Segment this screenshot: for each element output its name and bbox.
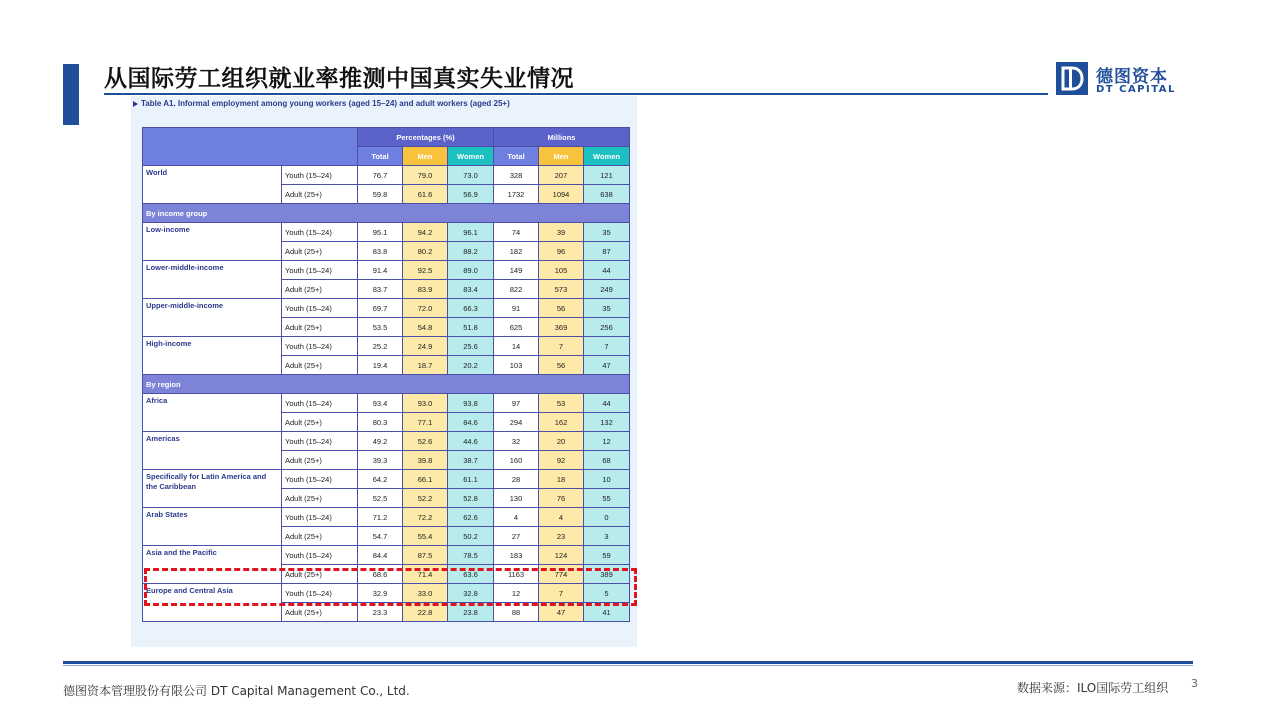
age-group-label: Youth (15–24) [282,166,358,185]
title-underline [104,93,1048,95]
value-cell: 32 [494,432,539,451]
value-cell: 105 [539,261,584,280]
table-body [143,166,630,622]
value-cell: 1732 [494,185,539,204]
value-cell: 1163 [494,565,539,584]
value-cell: 3 [584,527,630,546]
value-cell: 91 [494,299,539,318]
value-cell: 18.7 [403,356,448,375]
value-cell: 52.8 [448,489,494,508]
company-logo [1056,62,1186,96]
value-cell: 27 [494,527,539,546]
value-cell: 56 [539,299,584,318]
col-header-total: Total [494,147,539,166]
page-number: 3 [1191,677,1198,690]
value-cell: 14 [494,337,539,356]
logo-name-en: DT CAPITAL [1096,84,1176,95]
value-cell: 20 [539,432,584,451]
table-caption-text: Table A1. Informal employment among young workers (aged 15–24) and adult workers (aged 25+) [141,99,510,108]
value-cell: 328 [494,166,539,185]
value-cell: 87 [584,242,630,261]
value-cell: 84.4 [358,546,403,565]
value-cell: 25.6 [448,337,494,356]
age-group-label: Adult (25+) [282,451,358,470]
value-cell: 66.1 [403,470,448,489]
entity-name: Americas [143,432,282,470]
value-cell: 625 [494,318,539,337]
value-cell: 12 [584,432,630,451]
value-cell: 51.8 [448,318,494,337]
entity-name: Asia and the Pacific [143,546,282,584]
value-cell: 28 [494,470,539,489]
value-cell: 774 [539,565,584,584]
value-cell: 38.7 [448,451,494,470]
entity-name: World [143,166,282,204]
logo-mark-icon [1056,62,1088,95]
value-cell: 72.0 [403,299,448,318]
value-cell: 88 [494,603,539,622]
value-cell: 23.8 [448,603,494,622]
value-cell: 96 [539,242,584,261]
value-cell: 52.5 [358,489,403,508]
age-group-label: Adult (25+) [282,356,358,375]
table-row [143,223,630,242]
logo-name-cn: 德图资本 [1096,67,1168,87]
table-row [143,299,630,318]
value-cell: 160 [494,451,539,470]
group-label: By region [143,375,630,394]
value-cell: 56 [539,356,584,375]
value-cell: 20.2 [448,356,494,375]
value-cell: 95.1 [358,223,403,242]
value-cell: 80.2 [403,242,448,261]
age-group-label: Youth (15–24) [282,261,358,280]
value-cell: 66.3 [448,299,494,318]
value-cell: 44 [584,394,630,413]
age-group-label: Youth (15–24) [282,223,358,242]
entity-name: Low-income [143,223,282,261]
entity-name: Africa [143,394,282,432]
value-cell: 7 [539,337,584,356]
col-header-men: Men [403,147,448,166]
value-cell: 84.6 [448,413,494,432]
value-cell: 1094 [539,185,584,204]
age-group-label: Youth (15–24) [282,546,358,565]
age-group-label: Adult (25+) [282,280,358,299]
value-cell: 73.0 [448,166,494,185]
value-cell: 41 [584,603,630,622]
value-cell: 0 [584,508,630,527]
value-cell: 121 [584,166,630,185]
age-group-label: Adult (25+) [282,318,358,337]
age-group-label: Youth (15–24) [282,299,358,318]
age-group-label: Adult (25+) [282,242,358,261]
value-cell: 132 [584,413,630,432]
value-cell: 76.7 [358,166,403,185]
group-header-percentages: Percentages (%) [358,128,494,147]
value-cell: 389 [584,565,630,584]
value-cell: 18 [539,470,584,489]
value-cell: 19.4 [358,356,403,375]
value-cell: 79.0 [403,166,448,185]
value-cell: 64.2 [358,470,403,489]
value-cell: 369 [539,318,584,337]
age-group-label: Youth (15–24) [282,508,358,527]
age-group-label: Adult (25+) [282,565,358,584]
value-cell: 7 [584,337,630,356]
value-cell: 63.6 [448,565,494,584]
value-cell: 23.3 [358,603,403,622]
value-cell: 35 [584,299,630,318]
age-group-label: Youth (15–24) [282,584,358,603]
entity-name: High-income [143,337,282,375]
value-cell: 4 [539,508,584,527]
informal-employment-table [142,127,630,622]
value-cell: 80.3 [358,413,403,432]
age-group-label: Adult (25+) [282,603,358,622]
value-cell: 54.8 [403,318,448,337]
value-cell: 53 [539,394,584,413]
value-cell: 49.2 [358,432,403,451]
col-header-total: Total [358,147,403,166]
value-cell: 78.5 [448,546,494,565]
value-cell: 83.9 [403,280,448,299]
group-row [143,204,630,223]
value-cell: 294 [494,413,539,432]
table-row [143,166,630,185]
value-cell: 83.7 [358,280,403,299]
value-cell: 47 [584,356,630,375]
table-row [143,546,630,565]
value-cell: 256 [584,318,630,337]
value-cell: 77.1 [403,413,448,432]
value-cell: 74 [494,223,539,242]
footer-divider [63,661,1193,664]
footer-company: 德图资本管理股份有限公司 DT Capital Management Co., Ltd. [63,684,410,698]
value-cell: 183 [494,546,539,565]
value-cell: 61.1 [448,470,494,489]
value-cell: 68.6 [358,565,403,584]
value-cell: 71.4 [403,565,448,584]
age-group-label: Adult (25+) [282,489,358,508]
value-cell: 10 [584,470,630,489]
highlight-box-asia-pacific [144,568,637,606]
age-group-label: Youth (15–24) [282,394,358,413]
entity-name: Lower-middle-income [143,261,282,299]
value-cell: 149 [494,261,539,280]
value-cell: 93.0 [403,394,448,413]
value-cell: 96.1 [448,223,494,242]
value-cell: 162 [539,413,584,432]
value-cell: 124 [539,546,584,565]
value-cell: 53.5 [358,318,403,337]
value-cell: 12 [494,584,539,603]
value-cell: 54.7 [358,527,403,546]
entity-name: Europe and Central Asia [143,584,282,622]
group-label: By income group [143,204,630,223]
value-cell: 72.2 [403,508,448,527]
col-header-women: Women [584,147,630,166]
value-cell: 55 [584,489,630,508]
value-cell: 91.4 [358,261,403,280]
value-cell: 207 [539,166,584,185]
entity-name: Arab States [143,508,282,546]
value-cell: 55.4 [403,527,448,546]
value-cell: 44.6 [448,432,494,451]
value-cell: 7 [539,584,584,603]
value-cell: 33.0 [403,584,448,603]
value-cell: 52.6 [403,432,448,451]
value-cell: 92 [539,451,584,470]
value-cell: 83.8 [358,242,403,261]
value-cell: 39 [539,223,584,242]
value-cell: 93.8 [448,394,494,413]
value-cell: 573 [539,280,584,299]
value-cell: 62.6 [448,508,494,527]
age-group-label: Youth (15–24) [282,337,358,356]
value-cell: 56.9 [448,185,494,204]
value-cell: 93.4 [358,394,403,413]
age-group-label: Youth (15–24) [282,432,358,451]
value-cell: 88.2 [448,242,494,261]
value-cell: 32.8 [448,584,494,603]
footer-source: 数据来源：ILO国际劳工组织 [1017,681,1169,695]
value-cell: 822 [494,280,539,299]
value-cell: 89.0 [448,261,494,280]
caption-triangle-icon [133,101,138,107]
value-cell: 39.8 [403,451,448,470]
value-cell: 68 [584,451,630,470]
informal-employment-table-wrap [142,127,629,622]
age-group-label: Adult (25+) [282,413,358,432]
value-cell: 59.8 [358,185,403,204]
slide-title: 从国际劳工组织就业率推测中国真实失业情况 [104,66,574,92]
value-cell: 52.2 [403,489,448,508]
value-cell: 76 [539,489,584,508]
age-group-label: Adult (25+) [282,527,358,546]
table-row [143,394,630,413]
value-cell: 44 [584,261,630,280]
value-cell: 47 [539,603,584,622]
table-image-panel [131,96,637,647]
value-cell: 50.2 [448,527,494,546]
col-header-men: Men [539,147,584,166]
value-cell: 249 [584,280,630,299]
age-group-label: Youth (15–24) [282,470,358,489]
age-group-label: Adult (25+) [282,185,358,204]
value-cell: 4 [494,508,539,527]
value-cell: 5 [584,584,630,603]
value-cell: 25.2 [358,337,403,356]
table-row [143,337,630,356]
value-cell: 39.3 [358,451,403,470]
group-row [143,375,630,394]
value-cell: 94.2 [403,223,448,242]
value-cell: 92.5 [403,261,448,280]
value-cell: 83.4 [448,280,494,299]
table-row [143,508,630,527]
footer-divider-thin [63,665,1193,666]
entity-name: Upper-middle-income [143,299,282,337]
value-cell: 71.2 [358,508,403,527]
value-cell: 638 [584,185,630,204]
entity-name: Specifically for Latin America and the Caribbean [143,470,282,508]
value-cell: 87.5 [403,546,448,565]
table-row [143,261,630,280]
value-cell: 61.6 [403,185,448,204]
value-cell: 32.9 [358,584,403,603]
col-header-women: Women [448,147,494,166]
value-cell: 23 [539,527,584,546]
value-cell: 24.9 [403,337,448,356]
value-cell: 35 [584,223,630,242]
value-cell: 103 [494,356,539,375]
value-cell: 130 [494,489,539,508]
table-row [143,470,630,489]
value-cell: 59 [584,546,630,565]
value-cell: 182 [494,242,539,261]
group-header-millions: Millions [494,128,630,147]
value-cell: 22.8 [403,603,448,622]
table-caption [133,99,510,108]
table-row [143,432,630,451]
title-accent-bar [63,64,79,125]
value-cell: 69.7 [358,299,403,318]
value-cell: 97 [494,394,539,413]
header-blank [143,128,358,166]
